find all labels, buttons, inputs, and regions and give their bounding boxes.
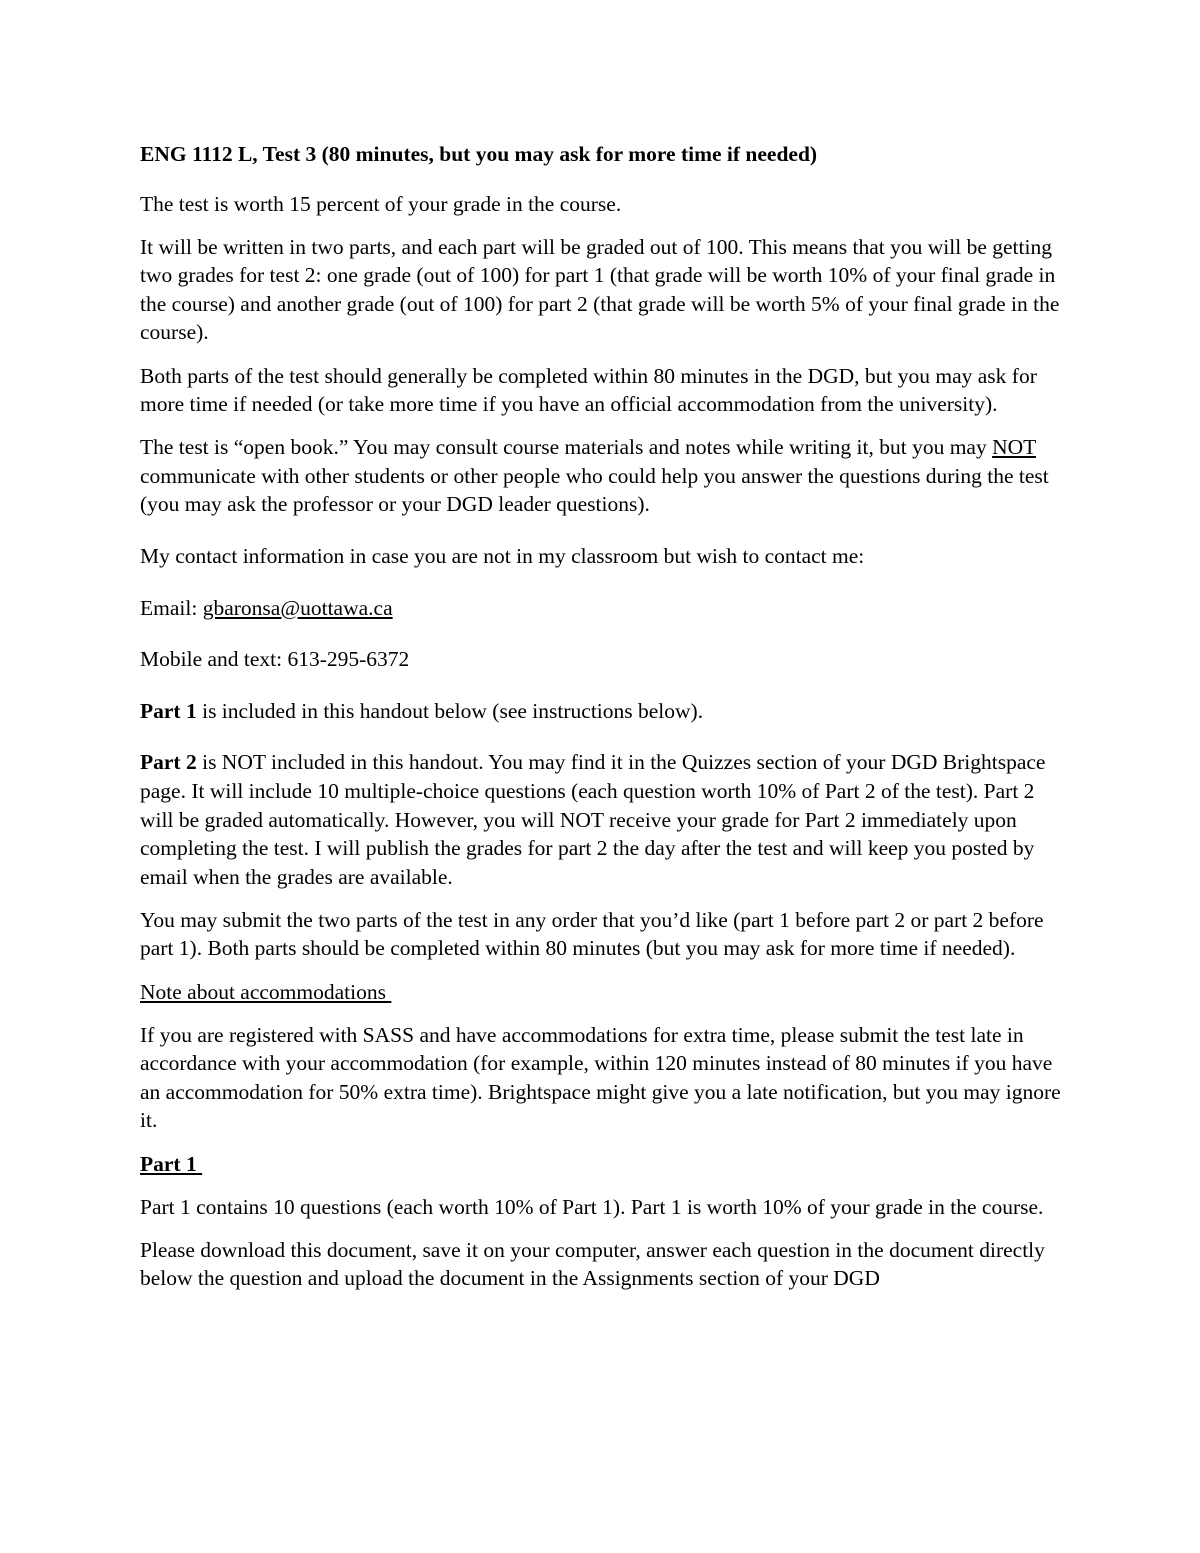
email-label: Email: [140, 595, 203, 620]
paragraph-open-book [140, 433, 1070, 519]
paragraph-test-worth: The test is worth 15 percent of your grade in the course. [140, 191, 622, 216]
open-book-text-end: communicate with other students or other people who could help you answer the questions during the test (you may ask the professor or your DGD leader questions). [140, 463, 1049, 517]
phone-line: Mobile and text: 613-295-6372 [140, 647, 410, 672]
open-book-text-start: The test is “open book.” You may consult course materials and notes while writing it, but you may [140, 435, 993, 460]
paragraph-two-parts: It will be written in two parts, and each part will be graded out of 100. This means that you will be getting two grades for test 2: one grade (out of 100) for part 1 (that grade will be worth 10% of your final grade in the course) and another grade (out of 100) for part 2 (that grade will be worth 5% of your final grade in the course). [140, 234, 1060, 345]
page-title: ENG 1112 L, Test 3 (80 minutes, but you may ask for more time if needed) [140, 142, 818, 166]
document-page [140, 140, 1070, 1307]
paragraph-part2-intro [140, 748, 1070, 891]
part1-label: Part 1 [140, 698, 197, 723]
paragraph-submission-order: You may submit the two parts of the test in any order that you’d like (part 1 before part 2 or part 2 before part 1). Both parts should be completed within 80 minutes (but you may ask for more time if needed). [140, 907, 1044, 961]
paragraph-contact-intro: My contact information in case you are not in my classroom but wish to contact me: [140, 544, 865, 569]
part2-intro-text: is NOT included in this handout. You may find it in the Quizzes section of your DGD Brightspace page. It will include 10 multiple-choice questions (each question worth 10% of Part 2 of the test). Part 2 will be graded automatically. However, you will NOT receive your grade for Part 2 immediately upon completing the test. I will publish the grades for part 2 the day after the test and will keep you posted by email when the grades are available. [140, 750, 1046, 889]
paragraph-accommodations: If you are registered with SASS and have accommodations for extra time, please submit the test late in accordance with your accommodation (for example, within 120 minutes instead of 80 minutes if you have an accommodation for 50% extra time). Brightspace might give you a late notification, but you may ignore it. [140, 1022, 1061, 1133]
email-link[interactable]: gbaronsa@uottawa.ca [202, 595, 393, 620]
paragraph-part1-contains: Part 1 contains 10 questions (each worth 10% of Part 1). Part 1 is worth 10% of your grade in the course. [140, 1194, 1044, 1219]
email-line [140, 594, 1070, 623]
accommodations-heading: Note about accommodations [140, 979, 392, 1004]
part2-label: Part 2 [140, 750, 197, 775]
paragraph-time-limit: Both parts of the test should generally be completed within 80 minutes in the DGD, but you may ask for more time if needed (or take more time if you have an official accommodation from the university). [140, 363, 1037, 417]
paragraph-download-instructions: Please download this document, save it on your computer, answer each question in the document directly below the question and upload the document in the Assignments section of your DGD [140, 1237, 1045, 1291]
part1-heading: Part 1 [140, 1151, 203, 1176]
paragraph-part1-intro [140, 697, 1070, 726]
part1-intro-text: is included in this handout below (see instructions below). [196, 698, 704, 723]
not-emphasis: NOT [992, 435, 1036, 460]
